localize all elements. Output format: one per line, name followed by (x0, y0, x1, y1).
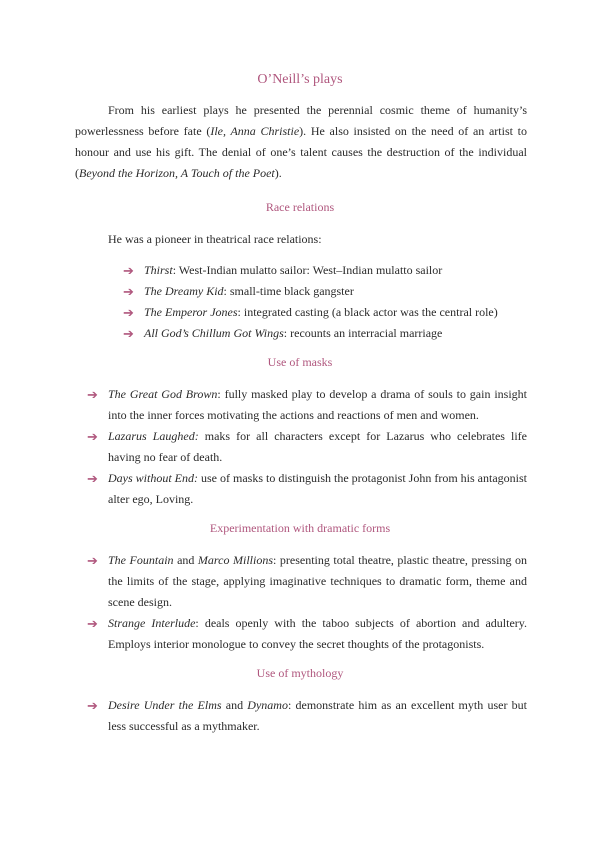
intro-text-3: ). (274, 166, 282, 180)
arrow-bullet-icon: ➔ (87, 553, 98, 568)
list-item: ➔ Desire Under the Elms and Dynamo: demonstrate him as an excellent myth user but less successful as a mythmaker. (108, 695, 527, 737)
list-item: ➔ The Fountain and Marco Millions: presenting total theatre, plastic theatre, pressing on the limits of the stage, applying imaginative techniques to dramatic form, theme and scene design. (108, 550, 527, 613)
arrow-bullet-icon: ➔ (87, 387, 98, 402)
list-item: ➔ The Great God Brown: fully masked play to develop a drama of souls to gain insight into the inner forces motivating the actions and reactions of men and women. (108, 384, 527, 426)
list-item: ➔ Days without End: use of masks to distinguish the protagonist John from his antagonist alter ego, Loving. (108, 468, 527, 510)
arrow-bullet-icon: ➔ (123, 305, 134, 320)
arrow-bullet-icon: ➔ (123, 263, 134, 278)
heading-use-of-masks: Use of masks (267, 355, 333, 369)
arrow-bullet-icon: ➔ (87, 471, 98, 486)
intro-text-1: From his earliest plays he presented the perennial cosmic theme of humanity’s powerlessness before fate ( (75, 103, 527, 138)
page-title: O’Neill’s plays (257, 72, 343, 87)
arrow-bullet-icon: ➔ (87, 429, 98, 444)
list-item: ➔ Lazarus Laughed: maks for all characters except for Lazarus who celebrates life having no fear of death. (108, 426, 527, 468)
list-item: ➔ The Emperor Jones: integrated casting (a black actor was the central role) (144, 302, 527, 323)
list-item: ➔ Strange Interlude: deals openly with the taboo subjects of abortion and adultery. Employs interior monologue to convey the secret thoughts of the protagonists. (108, 613, 527, 655)
heading-race-relations: Race relations (265, 200, 335, 214)
heading-use-of-mythology: Use of mythology (256, 666, 344, 680)
list-item: ➔ All God’s Chillum Got Wings: recounts an interracial marriage (144, 323, 527, 344)
arrow-bullet-icon: ➔ (87, 698, 98, 713)
intro-italic-1: Ile, Anna Christie (210, 124, 300, 138)
arrow-bullet-icon: ➔ (123, 284, 134, 299)
intro-paragraph (75, 100, 527, 184)
list-item: ➔ Thirst: West-Indian mulatto sailor: West–Indian mulatto sailor (144, 260, 527, 281)
intro-italic-2: Beyond the Horizon, A Touch of the Poet (79, 166, 275, 180)
intro-text-2: ). He also insisted on the need of an artist to honour and use his gift. The denial of one’s talent causes the destruction of the individual ( (75, 124, 527, 180)
arrow-bullet-icon: ➔ (123, 326, 134, 341)
heading-dramatic-forms: Experimentation with dramatic forms (209, 521, 391, 535)
list-item: ➔ The Dreamy Kid: small-time black gangster (144, 281, 527, 302)
arrow-bullet-icon: ➔ (87, 616, 98, 631)
race-lead: He was a pioneer in theatrical race relations: (108, 232, 322, 246)
